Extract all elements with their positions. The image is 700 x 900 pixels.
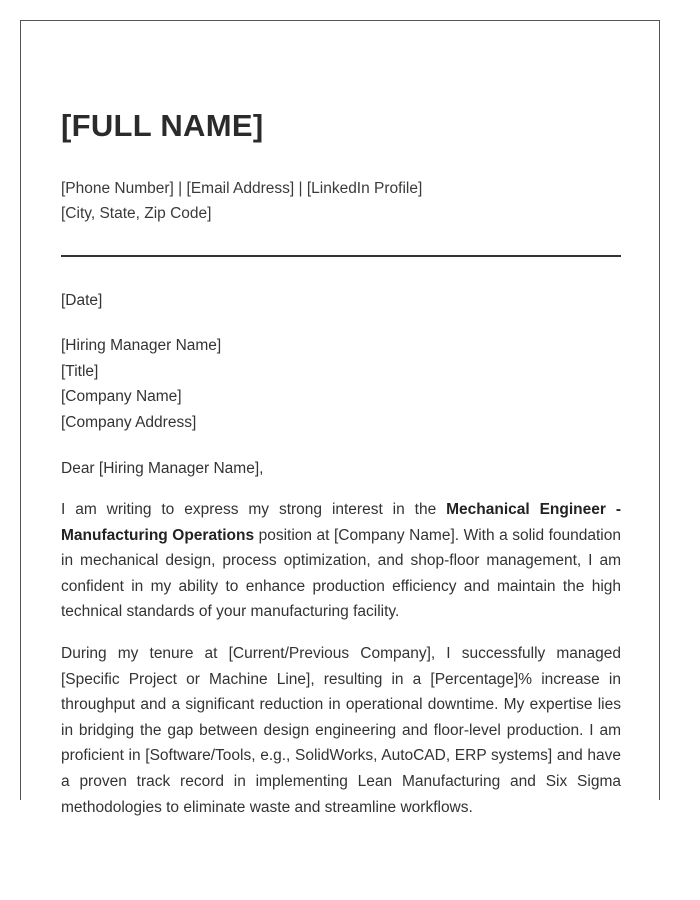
body-paragraph-2: During my tenure at [Current/Previous Company], I successfully managed [Specific Project or Machine Line], resulting in a [Percentage]% increase in throughput and a significant reduction in operational downtime. My expertise lies in bridging the gap between design engineering and floor-level production. I am proficient in [Software/Tools, e.g., SolidWorks, AutoCAD, ERP systems] and have a proven track record in implementing Lean Manufacturing and Six Sigma methodologies to eliminate waste and streamline workflows. (61, 645, 621, 816)
header-divider (61, 255, 621, 257)
letter-date: [Date] (61, 292, 103, 309)
recipient-block (61, 333, 221, 435)
paragraph-1-intro: I am writing to express my strong interest in the (61, 501, 447, 518)
recipient-company: [Company Name] (61, 388, 182, 405)
paragraph-1-rest: position at [Company Name]. With a solid foundation in mechanical design, process optimization, and shop-floor management, I am confident in my ability to enhance production efficiency and maintain the high technical standards of your manufacturing facility. (61, 526, 621, 621)
contact-info (61, 176, 422, 226)
letter-page (20, 20, 660, 816)
contact-line-phone-email-linkedin: [Phone Number] | [Email Address] | [LinkedIn Profile] (61, 180, 423, 197)
contact-line-location: [City, State, Zip Code] (61, 205, 212, 222)
salutation: Dear [Hiring Manager Name], (61, 460, 264, 477)
position-title: Mechanical Engineer - Manufacturing Operations (61, 501, 621, 544)
recipient-title: [Title] (61, 362, 99, 380)
body-paragraph-1 (61, 497, 621, 625)
applicant-name: [FULL NAME] (61, 108, 264, 143)
recipient-address: [Company Address] (61, 413, 197, 431)
recipient-name: [Hiring Manager Name] (61, 337, 222, 354)
